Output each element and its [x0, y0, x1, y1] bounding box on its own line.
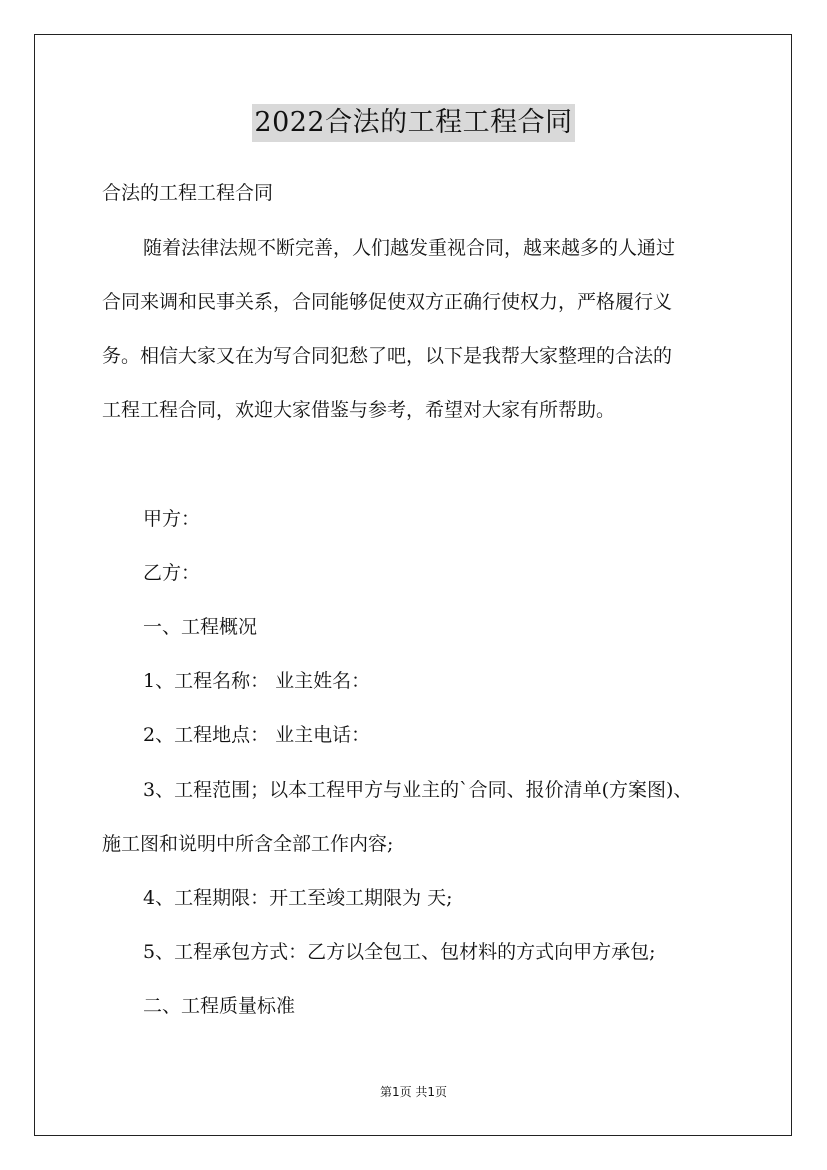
party-a-label: 甲方： [143, 508, 201, 530]
intro-line-2: 合同来调和民事关系，合同能够促使双方正确行使权力，严格履行义 [102, 291, 673, 313]
intro-line-1: 随着法律法规不断完善，人们越发重视合同，越来越多的人通过 [143, 237, 676, 259]
item-3-project-scope-continued: 施工图和说明中所含全部工作内容; [102, 833, 394, 855]
document-subtitle: 合法的工程工程合同 [102, 182, 274, 204]
item-1-project-name: 1、工程名称： 业主姓名： [143, 670, 371, 692]
item-5-contract-method: 5、工程承包方式：乙方以全包工、包材料的方式向甲方承包; [143, 941, 656, 963]
party-b-label: 乙方： [143, 562, 201, 584]
document-title: 2022合法的工程工程合同 [252, 104, 574, 142]
item-3-project-scope: 3、工程范围；以本工程甲方与业主的`合同、报价清单(方案图)、 [143, 779, 693, 801]
page-number: 第1页 共1页 [379, 1085, 448, 1099]
section-2-heading: 二、工程质量标准 [143, 995, 296, 1017]
title-container [0, 104, 827, 142]
intro-line-4: 工程工程合同，欢迎大家借鉴与参考，希望对大家有所帮助。 [102, 399, 616, 421]
section-1-heading: 一、工程概况 [143, 616, 258, 638]
intro-line-3: 务。相信大家又在为写合同犯愁了吧，以下是我帮大家整理的合法的 [102, 345, 673, 367]
item-2-project-location: 2、工程地点： 业主电话： [143, 724, 371, 746]
item-4-project-period: 4、工程期限：开工至竣工期限为 天; [143, 887, 453, 909]
